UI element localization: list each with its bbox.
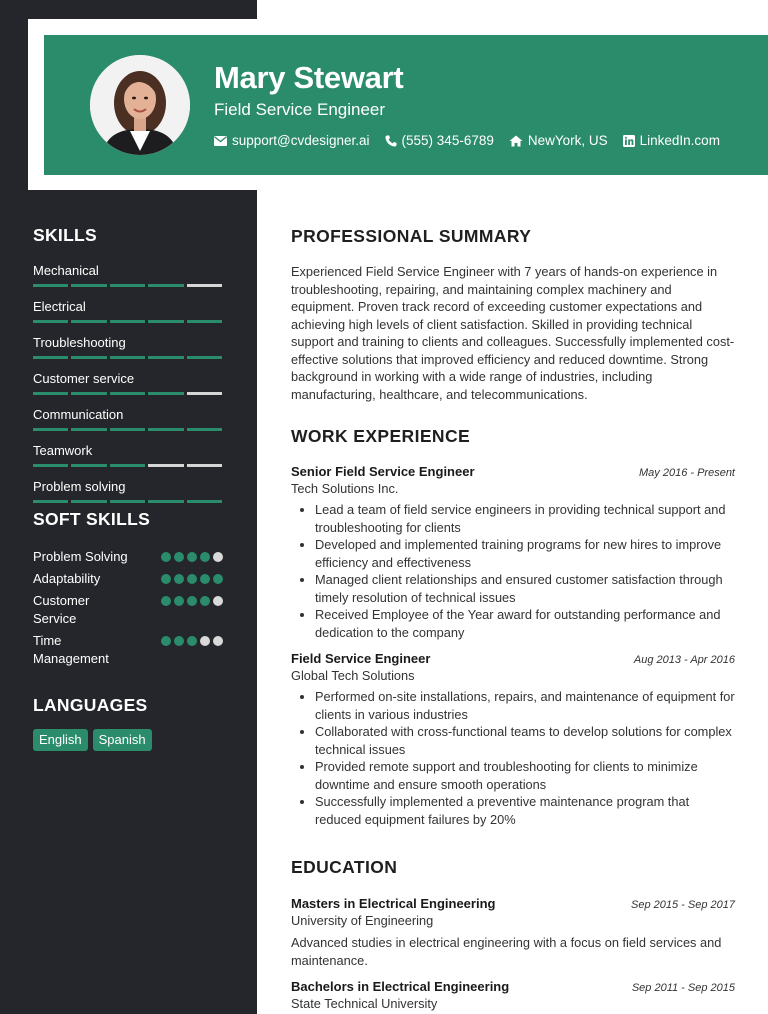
skill-level-segment <box>148 464 183 467</box>
skills-section <box>33 225 223 514</box>
skill-level-segment <box>187 428 222 431</box>
skill-level-segment <box>110 320 145 323</box>
soft-skill-item <box>33 632 223 668</box>
language-tag: Spanish <box>93 729 152 751</box>
job-header <box>291 464 735 479</box>
rating-dot <box>174 636 184 646</box>
skill-level-bar <box>33 284 222 287</box>
skill-level-segment <box>71 464 106 467</box>
education-dates: Sep 2015 - Sep 2017 <box>631 899 735 911</box>
skill-label: Mechanical <box>33 263 99 278</box>
skill-level-segment <box>187 392 222 395</box>
skill-level-segment <box>148 356 183 359</box>
rating-dot <box>200 596 210 606</box>
summary-heading: PROFESSIONAL SUMMARY <box>291 226 532 246</box>
skill-item <box>33 334 223 359</box>
job-entry <box>291 651 735 828</box>
rating-dot <box>187 636 197 646</box>
skill-level-segment <box>187 500 222 503</box>
skill-level-bar <box>33 320 222 323</box>
rating-dot <box>187 574 197 584</box>
skill-level-segment <box>110 500 145 503</box>
education-list <box>291 896 735 1012</box>
rating-dot <box>200 636 210 646</box>
soft-skill-item <box>33 570 223 588</box>
skill-level-segment <box>187 284 222 287</box>
job-bullet: • Developed and implemented training programs for new hires to improve efficiency and effectiveness <box>315 536 735 571</box>
soft-skill-rating <box>161 574 223 584</box>
education-dates: Sep 2011 - Sep 2015 <box>631 982 735 994</box>
soft-skills-list <box>33 548 223 668</box>
education-school: University of Engineering <box>291 913 434 928</box>
rating-dot <box>187 596 197 606</box>
skill-level-segment <box>33 284 68 287</box>
skill-level-segment <box>33 356 68 359</box>
home-icon <box>509 135 523 147</box>
contact-location <box>509 133 608 148</box>
skill-label: Electrical <box>33 299 86 314</box>
skill-level-segment <box>33 500 68 503</box>
education-heading: EDUCATION <box>291 857 398 877</box>
rating-dot <box>174 552 184 562</box>
rating-dot <box>213 636 223 646</box>
envelope-icon <box>214 136 227 146</box>
job-title: Senior Field Service Engineer <box>291 464 475 479</box>
rating-dot <box>213 552 223 562</box>
contact-phone[interactable] <box>385 133 494 148</box>
job-bullet: • Successfully implemented a preventive maintenance program that reduced equipment failures by 20% <box>315 793 735 828</box>
skill-level-segment <box>110 392 145 395</box>
job-header <box>291 651 735 666</box>
job-bullet: • Managed client relationships and ensured customer satisfaction through timely resolution of technical issues <box>315 571 735 606</box>
job-company: Global Tech Solutions <box>291 668 415 683</box>
candidate-name: Mary Stewart <box>214 60 404 95</box>
soft-skill-label: Time Management <box>33 633 109 666</box>
skills-heading: SKILLS <box>33 225 98 245</box>
skill-level-bar <box>33 356 222 359</box>
skill-level-segment <box>187 356 222 359</box>
job-title: Field Service Engineer <box>291 651 431 666</box>
contact-email-text: support@cvdesigner.ai <box>232 133 370 148</box>
rating-dot <box>161 596 171 606</box>
soft-skill-rating <box>161 596 223 606</box>
experience-list <box>291 464 735 828</box>
skill-level-segment <box>110 428 145 431</box>
skill-level-segment <box>71 500 106 503</box>
soft-skill-rating <box>161 636 223 646</box>
experience-section <box>291 426 735 828</box>
rating-dot <box>174 596 184 606</box>
skill-level-segment <box>148 428 183 431</box>
skill-label: Troubleshooting <box>33 335 126 350</box>
education-section <box>291 857 735 1012</box>
contact-phone-text: (555) 345-6789 <box>401 133 494 148</box>
job-bullet: • Lead a team of field service engineers in providing technical support and troubleshooting for clients <box>315 501 735 536</box>
soft-skill-rating <box>161 552 223 562</box>
education-degree: Bachelors in Electrical Engineering <box>291 979 510 994</box>
education-entry <box>291 896 735 969</box>
education-degree: Masters in Electrical Engineering <box>291 896 496 911</box>
rating-dot <box>161 552 171 562</box>
education-entry <box>291 979 735 1012</box>
skill-level-segment <box>71 320 106 323</box>
rating-dot <box>174 574 184 584</box>
contact-linkedin-text: LinkedIn.com <box>639 133 720 148</box>
linkedin-icon <box>623 135 635 147</box>
rating-dot <box>161 636 171 646</box>
skill-level-segment <box>148 320 183 323</box>
soft-skill-label: Adaptability <box>33 571 101 586</box>
education-description: Advanced studies in electrical engineering with a focus on field services and maintenance. <box>291 935 722 968</box>
summary-text: Experienced Field Service Engineer with 7 years of hands-on experience in troubleshooting, repairing, and maintaining complex machinery and equipment. Proven track record of exceeding customer expectations and achieving high levels of client satisfaction. Skilled in providing technical support and training to clients and colleagues. Successfully implemented cost-effective solutions that improved efficiency and reduced downtime. Strong background in working with a wide range of industries, including manufacturing, healthcare, and telecommunications. <box>291 264 735 402</box>
rating-dot <box>161 574 171 584</box>
skill-item <box>33 370 223 395</box>
skill-level-segment <box>33 464 68 467</box>
candidate-title: Field Service Engineer <box>214 100 386 119</box>
soft-skill-label: Problem Solving <box>33 549 128 564</box>
job-bullet: • Received Employee of the Year award for outstanding performance and dedication to the company <box>315 606 735 641</box>
skill-level-segment <box>71 392 106 395</box>
education-header <box>291 979 735 994</box>
skill-level-segment <box>110 464 145 467</box>
skill-label: Communication <box>33 407 124 422</box>
education-school: State Technical University <box>291 996 438 1011</box>
experience-heading: WORK EXPERIENCE <box>291 426 471 446</box>
skill-level-segment <box>33 320 68 323</box>
skill-item <box>33 442 223 467</box>
job-bullet: • Performed on-site installations, repairs, and maintenance of equipment for clients in various industries <box>315 688 735 723</box>
soft-skill-label: Customer Service <box>33 593 90 626</box>
skill-level-segment <box>148 284 183 287</box>
skill-level-segment <box>33 392 68 395</box>
rating-dot <box>213 574 223 584</box>
job-bullet: • Provided remote support and troubleshooting for clients to minimize downtime and ensure smooth operations <box>315 758 735 793</box>
skill-level-segment <box>187 320 222 323</box>
skill-item <box>33 406 223 431</box>
skill-level-bar <box>33 392 222 395</box>
rating-dot <box>187 552 197 562</box>
skill-label: Customer service <box>33 371 135 386</box>
skill-level-segment <box>110 284 145 287</box>
job-bullet: • Collaborated with cross-functional teams to develop solutions for complex technical issues <box>315 723 735 758</box>
job-company: Tech Solutions Inc. <box>291 481 399 496</box>
skill-level-segment <box>71 356 106 359</box>
skill-level-segment <box>110 356 145 359</box>
job-entry <box>291 464 735 641</box>
job-dates: Aug 2013 - Apr 2016 <box>633 654 735 666</box>
skills-list <box>33 262 223 503</box>
skill-level-segment <box>187 464 222 467</box>
contact-location-text: NewYork, US <box>527 133 608 148</box>
languages-heading: LANGUAGES <box>33 695 148 715</box>
skill-level-segment <box>71 284 106 287</box>
rating-dot <box>200 574 210 584</box>
contact-bar <box>214 133 735 148</box>
languages-section <box>33 695 223 751</box>
skill-item <box>33 262 223 287</box>
soft-skills-heading: SOFT SKILLS <box>33 509 151 529</box>
soft-skill-item <box>33 592 223 628</box>
skill-label: Problem solving <box>33 479 126 494</box>
rating-dot <box>213 596 223 606</box>
skill-level-bar <box>33 464 222 467</box>
summary-section <box>291 226 735 403</box>
soft-skill-item <box>33 548 223 566</box>
job-dates: May 2016 - Present <box>639 467 735 479</box>
skill-level-segment <box>148 392 183 395</box>
skill-label: Teamwork <box>33 443 93 458</box>
language-tag: English <box>33 729 88 751</box>
job-bullets <box>291 688 735 828</box>
rating-dot <box>200 552 210 562</box>
education-header <box>291 896 735 911</box>
skill-level-bar <box>33 500 222 503</box>
contact-email[interactable] <box>214 133 370 148</box>
profile-photo <box>90 55 190 155</box>
phone-icon <box>385 135 397 147</box>
skill-item <box>33 478 223 503</box>
avatar <box>90 55 190 155</box>
soft-skills-section <box>33 509 223 672</box>
skill-level-bar <box>33 428 222 431</box>
skill-level-segment <box>71 428 106 431</box>
skill-level-segment <box>148 500 183 503</box>
contact-linkedin[interactable] <box>623 133 720 148</box>
skill-item <box>33 298 223 323</box>
languages-list <box>33 729 223 751</box>
skill-level-segment <box>33 428 68 431</box>
job-bullets <box>291 501 735 641</box>
